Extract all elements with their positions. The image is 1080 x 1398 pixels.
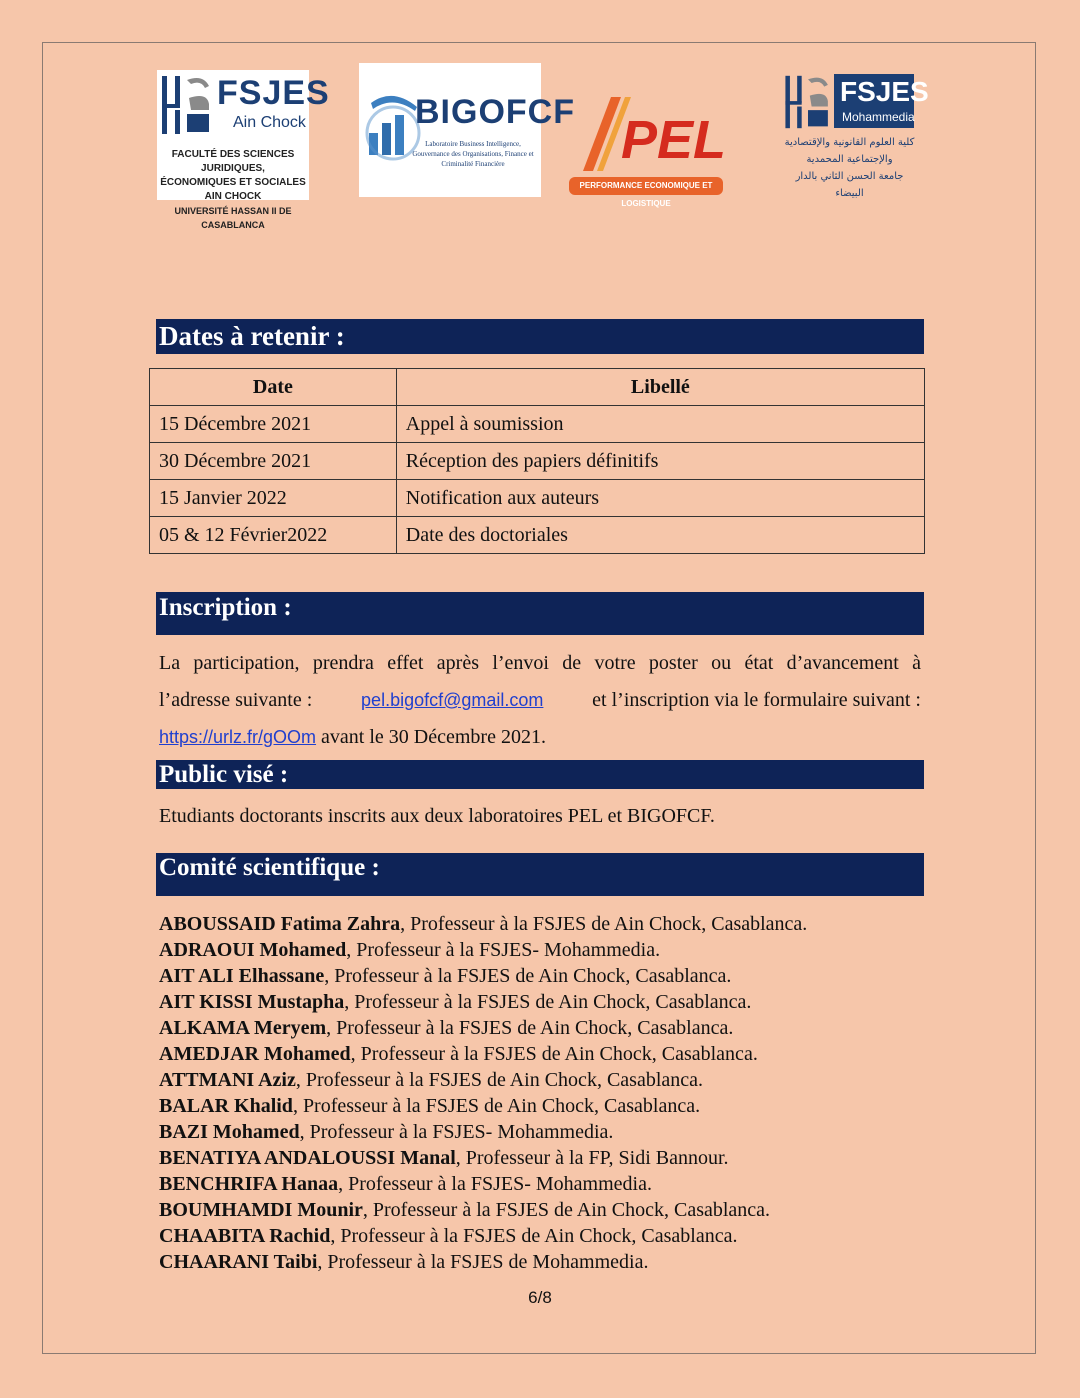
fsjes-mohammedia-logo (782, 72, 929, 199)
inscription-line-1: La participation, prendra effet après l’envoi de votre poster ou état d’avancement à (159, 652, 921, 674)
member-affiliation: , Professeur à la FSJES de Ain Chock, Casablanca. (326, 1017, 734, 1039)
member-name: AIT KISSI Mustapha (159, 991, 345, 1013)
form-url-link[interactable]: https://urlz.fr/gOOm (159, 727, 317, 747)
committee-member-list (159, 911, 929, 1275)
list-item (159, 1197, 929, 1223)
ain-chock-label: Ain Chock (233, 114, 306, 131)
uh2c-badge-icon (784, 74, 832, 130)
table-row (150, 517, 925, 554)
form-label: et l’inscription via le formulaire suivant : (592, 689, 921, 711)
libelle-cell: Appel à soumission (396, 406, 924, 443)
mohammedia-label: Mohammedia (842, 110, 915, 124)
address-label: l’adresse suivante : (159, 689, 313, 711)
comite-heading: Comité scientifique : (159, 854, 380, 881)
inscription-line-2 (159, 687, 921, 713)
bigofcf-wordmark: BIGOFCF (415, 93, 575, 131)
member-name: AIT ALI Elhassane (159, 965, 325, 987)
list-item (159, 1145, 929, 1171)
fsjes-m-wordmark: FSJES (840, 76, 929, 107)
list-item (159, 1171, 929, 1197)
list-item (159, 1223, 929, 1249)
member-affiliation: , Professeur à la FSJES de Ain Chock, Casablanca. (362, 1199, 771, 1221)
member-name: AMEDJAR Mohamed (159, 1043, 351, 1065)
list-item (159, 1067, 929, 1093)
comite-heading-bar (156, 853, 924, 896)
list-item (159, 1015, 929, 1041)
column-header-libelle: Libellé (396, 369, 924, 406)
bigofcf-description: Laboratoire Business Intelligence, Gouvernance des Organisations, Finance et Criminalité Financière (412, 140, 534, 168)
member-name: BENATIYA ANDALOUSSI Manal (159, 1147, 456, 1169)
member-affiliation: , Professeur à la FP, Sidi Bannour. (455, 1147, 729, 1169)
dates-heading-bar (156, 319, 924, 354)
inscription-line-3 (159, 724, 921, 750)
table-header-row (150, 369, 925, 406)
public-heading-bar (156, 760, 924, 789)
list-item (159, 989, 929, 1015)
libelle-cell: Réception des papiers définitifs (396, 443, 924, 480)
arabic-faculty-name: كلية العلوم القانونية والإقتصادية والإجتماعية المحمدية جامعة الحسن الثاني بالدار البيضاء (784, 137, 915, 199)
column-header-date: Date (150, 369, 397, 406)
libelle-cell: Date des doctoriales (396, 517, 924, 554)
fsjes-m-box (834, 74, 929, 128)
member-name: BALAR Khalid (159, 1095, 293, 1117)
member-affiliation: , Professeur à la FSJES de Ain Chock, Casablanca. (330, 1225, 738, 1247)
uh2c-badge-icon (161, 74, 213, 136)
member-affiliation: , Professeur à la FSJES- Mohammedia. (338, 1173, 652, 1195)
public-text: Etudiants doctorants inscrits aux deux laboratoires PEL et BIGOFCF. (159, 805, 715, 827)
member-name: BOUMHAMDI Mounir (159, 1199, 363, 1221)
dates-heading: Dates à retenir : (159, 321, 345, 351)
date-cell: 15 Janvier 2022 (150, 480, 397, 517)
member-name: ABOUSSAID Fatima Zahra (159, 913, 401, 935)
page-number: 6/8 (528, 1288, 552, 1307)
member-affiliation: , Professeur à la FSJES de Ain Chock, Casablanca. (292, 1095, 701, 1117)
member-affiliation: , Professeur à la FSJES de Ain Chock, Casablanca. (400, 913, 808, 935)
table-row (150, 443, 925, 480)
inscription-heading-bar (156, 592, 924, 635)
member-affiliation: , Professeur à la FSJES- Mohammedia. (346, 939, 661, 961)
list-item (159, 1041, 929, 1067)
member-name: CHAABITA Rachid (159, 1225, 331, 1247)
fsjes-ain-chock-logo (157, 70, 330, 230)
faculty-full-name: FACULTÉ DES SCIENCES JURIDIQUES, ÉCONOMIQUES ET SOCIALES AIN CHOCK UNIVERSITÉ HASSAN II DE CASABLANCA (160, 149, 306, 230)
list-item (159, 1119, 929, 1145)
member-affiliation: , Professeur à la FSJES de Ain Chock, Casablanca. (344, 991, 752, 1013)
date-cell: 05 & 12 Février2022 (150, 517, 397, 554)
member-affiliation: , Professeur à la FSJES de Ain Chock, Casablanca. (295, 1069, 704, 1091)
member-name: ALKAMA Meryem (159, 1017, 327, 1039)
list-item (159, 1093, 929, 1119)
inscription-heading: Inscription : (159, 594, 292, 621)
member-name: BENCHRIFA Hanaa (159, 1173, 339, 1195)
fsjes-wordmark: FSJES (217, 74, 330, 112)
list-item (159, 911, 929, 937)
deadline-text: avant le 30 Décembre 2021. (316, 726, 546, 748)
list-item (159, 1249, 929, 1275)
member-name: ATTMANI Aziz (159, 1069, 296, 1091)
member-name: ADRAOUI Mohamed (159, 939, 347, 961)
bigofcf-logo (359, 63, 575, 197)
table-row (150, 406, 925, 443)
table-row (150, 480, 925, 517)
date-cell: 15 Décembre 2021 (150, 406, 397, 443)
list-item (159, 937, 929, 963)
pel-tagline: PERFORMANCE ECONOMIQUE ET LOGISTIQUE (569, 177, 723, 195)
member-affiliation: , Professeur à la FSJES de Mohammedia. (317, 1251, 649, 1273)
pel-wordmark: PEL (621, 110, 727, 170)
email-link[interactable]: pel.bigofcf@gmail.com (361, 690, 544, 710)
list-item (159, 963, 929, 989)
member-affiliation: , Professeur à la FSJES- Mohammedia. (299, 1121, 614, 1143)
date-cell: 30 Décembre 2021 (150, 443, 397, 480)
public-heading: Public visé : (159, 761, 289, 788)
member-name: BAZI Mohamed (159, 1121, 300, 1143)
member-affiliation: , Professeur à la FSJES de Ain Chock, Casablanca. (350, 1043, 758, 1065)
member-name: CHAARANI Taibi (159, 1251, 318, 1273)
pel-logo (565, 95, 727, 208)
libelle-cell: Notification aux auteurs (396, 480, 924, 517)
dates-table (149, 368, 925, 554)
member-affiliation: , Professeur à la FSJES de Ain Chock, Casablanca. (324, 965, 732, 987)
